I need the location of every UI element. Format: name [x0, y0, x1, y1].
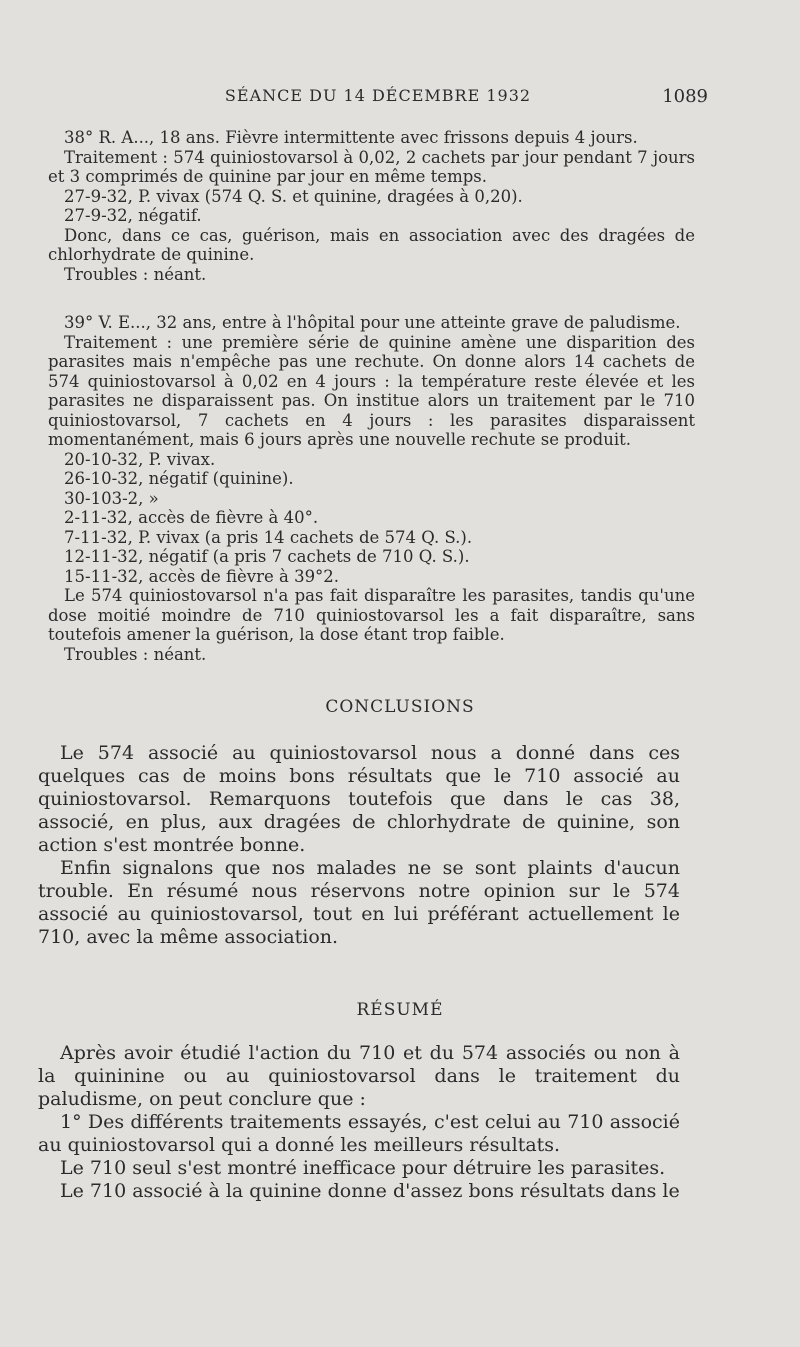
case-39-treatment: Traitement : une première série de quinine amène une disparition des parasites mais n'empêche pas une rechute. On donne alors 14 cachets de 574 quiniostovarsol à 0,02 en 4 jours : la température reste élevée et les parasites ne disparaissent pas. On institue alors un traitement par le 710 quiniostovarsol, 7 cachets en 4 jours : les parasites disparaissent momentanément, mais 6 jours après une nouvelle rechute se produit.: [48, 332, 695, 449]
resume-body: [0, 1042, 800, 1203]
case-38-intro: 38° R. A..., 18 ans. Fièvre intermittente avec frissons depuis 4 jours.: [64, 128, 638, 147]
case-38-treatment: Traitement : 574 quiniostovarsol à 0,02, 2 cachets par jour pendant 7 jours et 3 comprimés de quinine par jour en même temps.: [48, 147, 695, 186]
case-39-log-entry: 20-10-32, P. vivax.: [64, 449, 216, 469]
case-39-conclusion: Le 574 quiniostovarsol n'a pas fait disparaître les parasites, tandis qu'une dose moitié moindre de 710 quiniostovarsol les a fait disparaître, sans toutefois amener la guérison, la dose étant trop faible.: [48, 586, 695, 644]
resume-heading: RÉSUMÉ: [356, 1000, 444, 1020]
case-39-troubles: Troubles : néant.: [64, 644, 207, 664]
case-39-intro: 39° V. E..., 32 ans, entre à l'hôpital pour une atteinte grave de paludisme.: [64, 313, 681, 332]
resume-paragraph: 1° Des différents traitements essayés, c'est celui au 710 associé au quiniostovarsol qui a donné les meilleurs résultats.: [38, 1111, 680, 1156]
running-header: [48, 86, 708, 112]
conclusions-paragraph: Enfin signalons que nos malades ne se sont plaints d'aucun trouble. En résumé nous réservons notre opinion sur le 574 associé au quiniostovarsol, tout en lui préférant actuellement le 710, avec la même association.: [38, 857, 680, 948]
case-39: [0, 313, 800, 664]
case-38-entry: 27-9-32, négatif.: [64, 206, 202, 225]
case-38-entry: 27-9-32, P. vivax (574 Q. S. et quinine, dragées à 0,20).: [64, 186, 523, 206]
case-38: [0, 128, 800, 284]
case-39-log-entry: 26-10-32, négatif (quinine).: [64, 469, 294, 488]
conclusions-heading: CONCLUSIONS: [325, 697, 475, 717]
resume-paragraph: Le 710 associé à la quinine donne d'assez bons résultats dans le: [60, 1180, 680, 1202]
conclusions-paragraph: Le 574 associé au quiniostovarsol nous a donné dans ces quelques cas de moins bons résultats que le 710 associé au quiniostovarsol. Remarquons toutefois que dans le cas 38, associé, en plus, aux dragées de chlorhydrate de quinine, son action s'est montrée bonne.: [38, 742, 680, 856]
page-number: 1089: [662, 86, 708, 107]
header-title: SÉANCE DU 14 DÉCEMBRE 1932: [224, 86, 532, 105]
resume-paragraph: Après avoir étudié l'action du 710 et du 574 associés ou non à la quininine ou au quiniostovarsol dans le traitement du paludisme, on peut conclure que :: [38, 1042, 680, 1110]
conclusions-body: [0, 742, 800, 949]
resume-paragraph: Le 710 seul s'est montré inefficace pour détruire les parasites.: [60, 1157, 666, 1179]
case-38-conclusion: Donc, dans ce cas, guérison, mais en association avec des dragées de chlorhydrate de quinine.: [48, 225, 695, 264]
case-39-log-entry: 2-11-32, accès de fièvre à 40°.: [64, 508, 319, 527]
case-39-log-entry: 30-103-2, »: [64, 488, 159, 508]
case-39-log-entry: 7-11-32, P. vivax (a pris 14 cachets de 574 Q. S.).: [64, 527, 473, 547]
case-39-log-entry: 12-11-32, négatif (a pris 7 cachets de 710 Q. S.).: [64, 547, 470, 566]
case-39-log-entry: 15-11-32, accès de fièvre à 39°2.: [64, 566, 340, 586]
case-38-troubles: Troubles : néant.: [64, 264, 207, 284]
